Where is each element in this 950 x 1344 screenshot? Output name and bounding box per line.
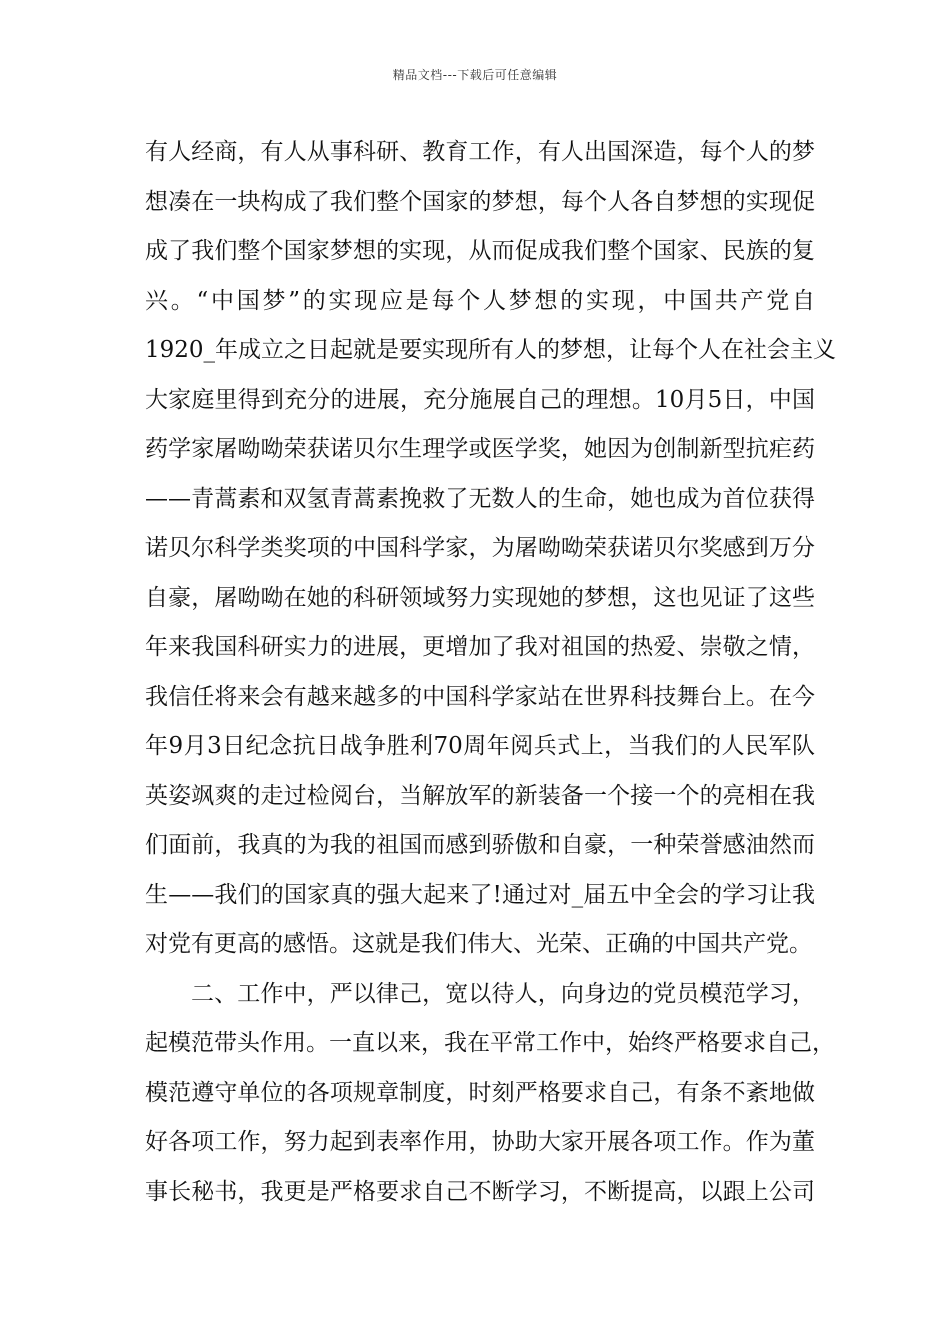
- document-body: [145, 128, 837, 1217]
- text-line: 有人经商，有人从事科研、教育工作，有人出国深造，每个人的梦: [145, 139, 815, 165]
- text-line: 好各项工作，努力起到表率作用，协助大家开展各项工作。作为董: [145, 1129, 815, 1155]
- text-line: 事长秘书，我更是严格要求自己不断学习，不断提高，以跟上公司: [145, 1178, 815, 1205]
- text-line: 生——我们的国家真的强大起来了!通过对_届五中全会的学习让我: [145, 881, 815, 908]
- text-line: 们面前，我真的为我的祖国而感到骄傲和自豪，一种荣誉感油然而: [145, 832, 815, 858]
- text-line: 诺贝尔科学类奖项的中国科学家，为屠呦呦荣获诺贝尔奖感到万分: [145, 535, 815, 561]
- text-line: 药学家屠呦呦荣获诺贝尔生理学或医学奖，她因为创制新型抗疟药: [145, 436, 815, 462]
- text-line: 模范遵守单位的各项规章制度，时刻严格要求自己，有条不紊地做: [145, 1079, 815, 1106]
- text-line: 对党有更高的感悟。这就是我们伟大、光荣、正确的中国共产党。: [145, 931, 812, 957]
- text-line: 自豪，屠呦呦在她的科研领域努力实现她的梦想，这也见证了这些: [145, 584, 815, 611]
- text-line: 英姿飒爽的走过检阅台，当解放军的新装备一个接一个的亮相在我: [145, 782, 815, 809]
- text-line: 兴。“中国梦”的实现应是每个人梦想的实现，中国共产党自: [145, 287, 815, 314]
- text-line: 想凑在一块构成了我们整个国家的梦想，每个人各自梦想的实现促: [145, 188, 815, 215]
- text-line: 成了我们整个国家梦想的实现，从而促成我们整个国家、民族的复: [145, 238, 815, 264]
- page-header: 精品文档---下载后可任意编辑: [392, 68, 558, 82]
- paragraph-2: [145, 970, 835, 1218]
- paragraph-1: [145, 128, 837, 970]
- text-line: 我信任将来会有越来越多的中国科学家站在世界科技舞台上。在今: [145, 683, 815, 710]
- text-line: 年来我国科研实力的进展，更增加了我对祖国的热爱、崇敬之情，: [145, 634, 815, 660]
- text-line: 年9月3日纪念抗日战争胜利70周年阅兵式上，当我们的人民军队: [145, 733, 815, 759]
- text-line: 1920_年成立之日起就是要实现所有人的梦想，让每个人在社会主义: [145, 337, 837, 363]
- text-line: 大家庭里得到充分的进展，充分施展自己的理想。10月5日，中国: [145, 386, 815, 413]
- text-line: 起模范带头作用。一直以来，我在平常工作中，始终严格要求自己，: [145, 1030, 835, 1056]
- text-line: ——青蒿素和双氢青蒿素挽救了无数人的生命，她也成为首位获得: [145, 485, 815, 512]
- text-line: 二、工作中，严以律己，宽以待人，向身边的党员模范学习，: [191, 980, 815, 1007]
